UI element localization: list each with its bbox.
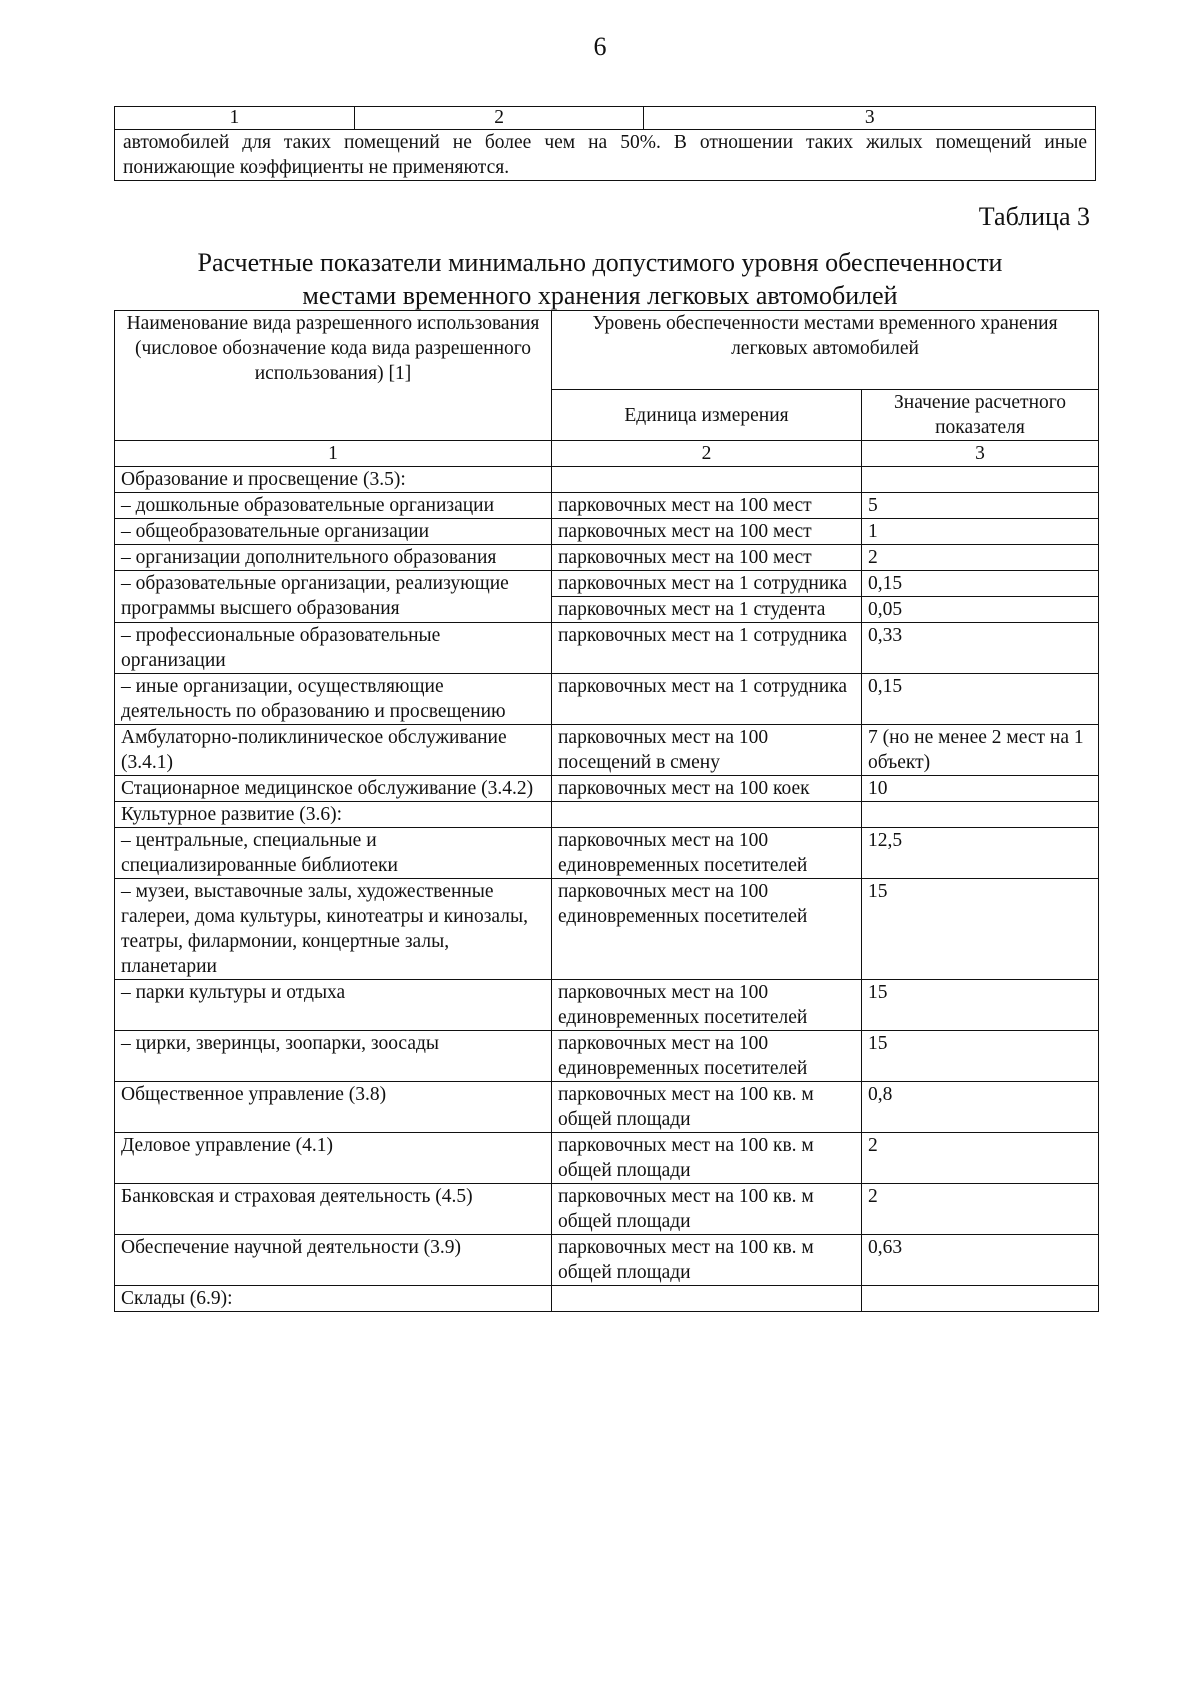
value-cell: 0,33 bbox=[862, 623, 1099, 674]
table-row bbox=[115, 1133, 1099, 1184]
table-row bbox=[115, 1184, 1099, 1235]
use-type-cell: Склады (6.9): bbox=[115, 1286, 552, 1312]
continuation-note: автомобилей для таких помещений не более чем на 50%. В отношении таких жилых помещений иные понижающие коэффициенты не применяются. bbox=[115, 130, 1096, 181]
value-cell: 15 bbox=[862, 980, 1099, 1031]
value-cell: 15 bbox=[862, 879, 1099, 980]
unit-cell: парковочных мест на 1 сотрудника bbox=[552, 571, 862, 597]
unit-cell: парковочных мест на 1 сотрудника bbox=[552, 674, 862, 725]
table-row bbox=[115, 674, 1099, 725]
value-cell: 7 (но не менее 2 мест на 1 объект) bbox=[862, 725, 1099, 776]
column-number: 2 bbox=[354, 107, 644, 130]
column-number: 3 bbox=[644, 107, 1096, 130]
use-type-cell: – организации дополнительного образования bbox=[115, 545, 552, 571]
value-cell: 15 bbox=[862, 1031, 1099, 1082]
table-title bbox=[0, 246, 1200, 312]
use-type-cell: Деловое управление (4.1) bbox=[115, 1133, 552, 1184]
use-type-cell: – общеобразовательные организации bbox=[115, 519, 552, 545]
value-cell: 0,8 bbox=[862, 1082, 1099, 1133]
page-number: 6 bbox=[593, 32, 607, 61]
unit-cell bbox=[552, 467, 862, 493]
use-type-cell: Культурное развитие (3.6): bbox=[115, 802, 552, 828]
unit-cell: парковочных мест на 1 сотрудника bbox=[552, 623, 862, 674]
table-row bbox=[115, 776, 1099, 802]
table-row bbox=[115, 1031, 1099, 1082]
table-row bbox=[115, 1235, 1099, 1286]
title-line: Расчетные показатели минимально допустимого уровня обеспеченности bbox=[197, 248, 1003, 277]
use-type-cell: – центральные, специальные и специализированные библиотеки bbox=[115, 828, 552, 879]
table-row bbox=[115, 493, 1099, 519]
value-cell bbox=[862, 802, 1099, 828]
continuation-note-row bbox=[115, 130, 1096, 181]
unit-cell: парковочных мест на 100 единовременных посетителей bbox=[552, 980, 862, 1031]
table-row bbox=[115, 519, 1099, 545]
use-type-cell: Банковская и страховая деятельность (4.5) bbox=[115, 1184, 552, 1235]
column-number: 1 bbox=[115, 441, 552, 467]
use-type-cell: Общественное управление (3.8) bbox=[115, 1082, 552, 1133]
table-row bbox=[115, 828, 1099, 879]
unit-cell: парковочных мест на 100 мест bbox=[552, 493, 862, 519]
header-provision-level: Уровень обеспеченности местами временного хранения легковых автомобилей bbox=[552, 311, 1099, 390]
unit-cell: парковочных мест на 100 кв. м общей площади bbox=[552, 1082, 862, 1133]
use-type-cell: – парки культуры и отдыха bbox=[115, 980, 552, 1031]
unit-cell: парковочных мест на 100 мест bbox=[552, 519, 862, 545]
unit-cell: парковочных мест на 100 посещений в смену bbox=[552, 725, 862, 776]
value-cell bbox=[862, 1286, 1099, 1312]
value-cell: 2 bbox=[862, 545, 1099, 571]
value-cell: 0,63 bbox=[862, 1235, 1099, 1286]
value-cell: 0,15 bbox=[862, 674, 1099, 725]
use-type-cell: – музеи, выставочные залы, художественные галереи, дома культуры, кинотеатры и кинозалы, театры, филармонии, концертные залы, планетарии bbox=[115, 879, 552, 980]
column-number: 1 bbox=[115, 107, 355, 130]
header-use-type: Наименование вида разрешенного использования (числовое обозначение кода вида разрешенного использования) [1] bbox=[115, 311, 552, 441]
table-row bbox=[115, 545, 1099, 571]
table-row bbox=[115, 571, 1099, 597]
unit-cell: парковочных мест на 100 кв. м общей площади bbox=[552, 1133, 862, 1184]
unit-cell: парковочных мест на 100 единовременных посетителей bbox=[552, 1031, 862, 1082]
header-value: Значение расчетного показателя bbox=[862, 390, 1099, 441]
continuation-table bbox=[114, 106, 1096, 181]
table-row bbox=[115, 1286, 1099, 1312]
value-cell: 5 bbox=[862, 493, 1099, 519]
unit-cell: парковочных мест на 100 коек bbox=[552, 776, 862, 802]
column-number: 3 bbox=[862, 441, 1099, 467]
unit-cell bbox=[552, 1286, 862, 1312]
unit-cell: парковочных мест на 100 кв. м общей площади bbox=[552, 1235, 862, 1286]
use-type-cell: Амбулаторно-поликлиническое обслуживание (3.4.1) bbox=[115, 725, 552, 776]
value-cell: 2 bbox=[862, 1184, 1099, 1235]
title-line: местами временного хранения легковых автомобилей bbox=[302, 281, 898, 310]
header-unit: Единица измерения bbox=[552, 390, 862, 441]
table-row bbox=[115, 725, 1099, 776]
parking-standards-table bbox=[114, 310, 1099, 1312]
unit-cell bbox=[552, 802, 862, 828]
value-cell: 0,05 bbox=[862, 597, 1099, 623]
table-row bbox=[115, 467, 1099, 493]
use-type-cell: Стационарное медицинское обслуживание (3.4.2) bbox=[115, 776, 552, 802]
value-cell: 1 bbox=[862, 519, 1099, 545]
table-row bbox=[115, 980, 1099, 1031]
table-row bbox=[115, 623, 1099, 674]
use-type-cell: – дошкольные образовательные организации bbox=[115, 493, 552, 519]
use-type-cell: Обеспечение научной деятельности (3.9) bbox=[115, 1235, 552, 1286]
table-row bbox=[115, 879, 1099, 980]
value-cell: 0,15 bbox=[862, 571, 1099, 597]
value-cell: 12,5 bbox=[862, 828, 1099, 879]
value-cell: 2 bbox=[862, 1133, 1099, 1184]
unit-cell: парковочных мест на 100 единовременных посетителей bbox=[552, 828, 862, 879]
column-number: 2 bbox=[552, 441, 862, 467]
table-label: Таблица 3 bbox=[978, 202, 1090, 231]
table-row bbox=[115, 1082, 1099, 1133]
use-type-cell: Образование и просвещение (3.5): bbox=[115, 467, 552, 493]
use-type-cell: – иные организации, осуществляющие деятельность по образованию и просвещению bbox=[115, 674, 552, 725]
unit-cell: парковочных мест на 1 студента bbox=[552, 597, 862, 623]
unit-cell: парковочных мест на 100 единовременных посетителей bbox=[552, 879, 862, 980]
unit-cell: парковочных мест на 100 кв. м общей площади bbox=[552, 1184, 862, 1235]
value-cell bbox=[862, 467, 1099, 493]
use-type-cell: – образовательные организации, реализующие программы высшего образования bbox=[115, 571, 552, 623]
unit-cell: парковочных мест на 100 мест bbox=[552, 545, 862, 571]
use-type-cell: – цирки, зверинцы, зоопарки, зоосады bbox=[115, 1031, 552, 1082]
continuation-header-row bbox=[115, 107, 1096, 130]
value-cell: 10 bbox=[862, 776, 1099, 802]
column-number-row bbox=[115, 441, 1099, 467]
table-row bbox=[115, 802, 1099, 828]
header-row bbox=[115, 311, 1099, 390]
use-type-cell: – профессиональные образовательные организации bbox=[115, 623, 552, 674]
